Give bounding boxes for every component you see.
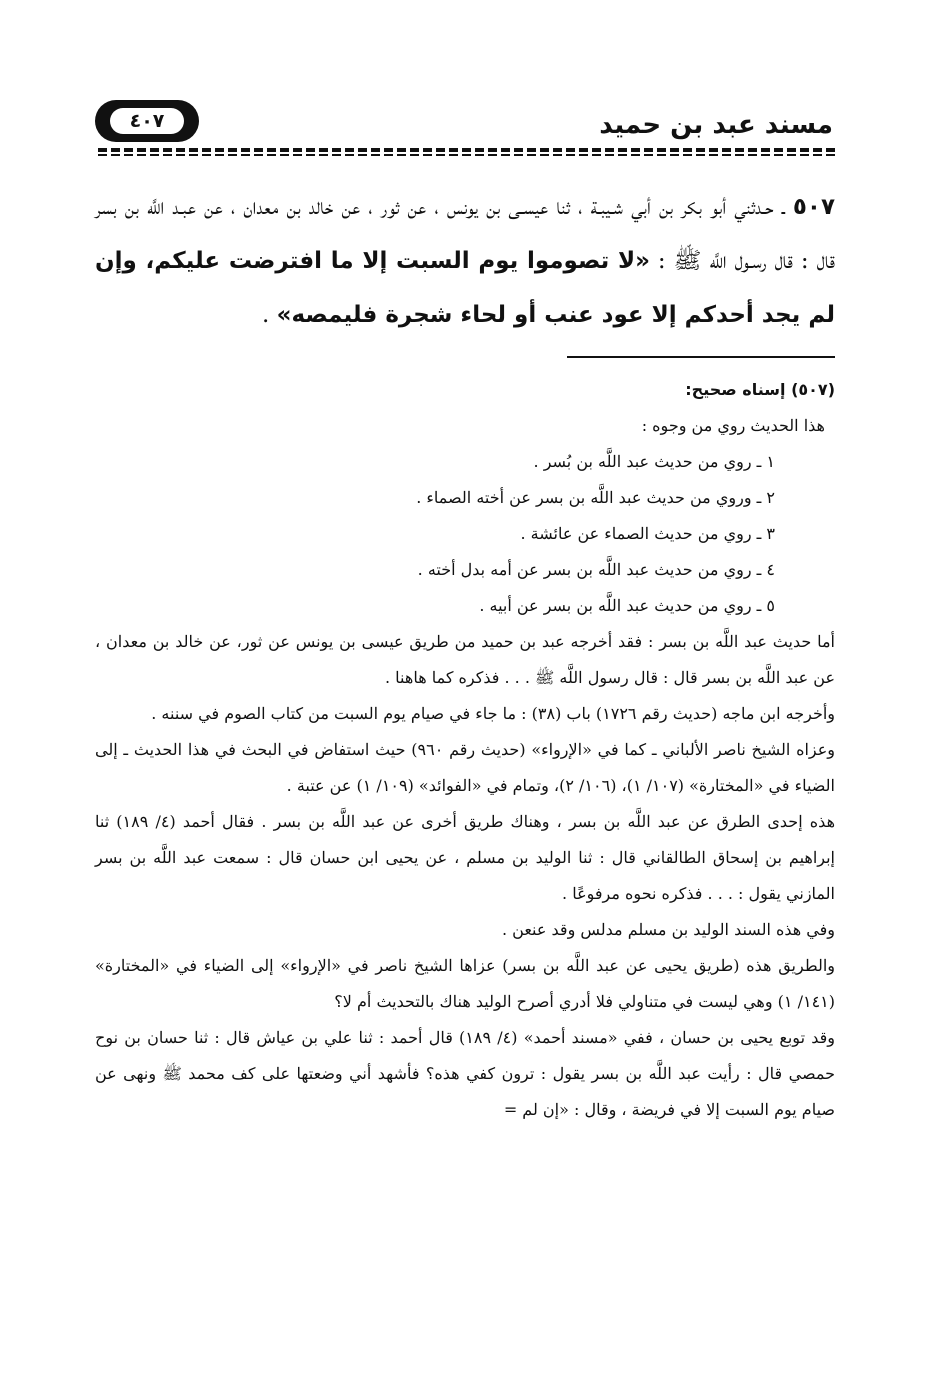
footnote-separator [567,356,835,358]
footnote-paragraph: وعزاه الشيخ ناصر الألباني ـ كما في «الإرواء» (حديث رقم ٩٦٠) حيث استفاض في البحث في هذا الحديث ـ إلى الضياء في «المختارة» (١٠٧/ ١)، (١٠٦/ ٢)، وتمام في «الفوائد» (١٠٩/ ١) عن عتبة . [95,740,836,795]
page-header [95,90,835,152]
footnote-paragraph: وأخرجه ابن ماجه (حديث رقم ١٧٢٦) باب (٣٨) : ما جاء في صيام يوم السبت من كتاب الصوم في سننه . [151,704,835,723]
header-rule [95,148,835,152]
list-item: ٣ ـ روي من حديث الصماء عن عائشة . [520,524,775,543]
hadith-text [95,180,835,342]
page-number: ٤٠٧ [110,108,184,134]
footnote-paragraph: وقد توبع يحيى بن حسان ، ففي «مسند أحمد» (٤/ ١٨٩) قال أحمد : ثنا علي بن عياش قال : ثنا حسان بن نوح حمصي قال : رأيت عبد اللَّه بن بسر يقول : ترون كفي هذه؟ فأشهد أني وضعتها على كف محمد ﷺ ونهى عن صيام يوم السبت إلا في فريضة ، وقال : «إن لم = [95,1028,835,1119]
running-title: مسند عبد بن حميد [599,110,833,140]
footnotes [95,372,835,1128]
header-rule-thin [95,154,835,156]
footnote-heading: (٥٠٧) إسناه صحيح: [685,380,835,399]
list-item: ٢ ـ وروي من حديث عبد اللَّه بن بسر عن أخته الصماء . [416,488,775,507]
book-page [95,90,835,1340]
footnote-intro: هذا الحديث روي من وجوه : [641,416,825,435]
hadith-matn: «لا تصوموا يوم السبت إلا ما افترضت عليكم، وإن لم يجد أحدكم إلا عود عنب أو لحاء شجرة فليمصه» [95,248,835,328]
footnote-paragraph: هذه إحدى الطرق عن عبد اللَّه بن بسر ، وهناك طريق أخرى عن عبد اللَّه بن بسر . فقال أحمد (٤/ ١٨٩) ثنا إبراهيم بن إسحاق الطالقاني قال : ثنا الوليد بن مسلم ، عن يحيى ابن حسان قال : سمعت عبد اللَّه بن بسر المازني يقول : . . . فذكره نحوه مرفوعًا . [95,812,836,903]
footnote-paragraph: وفي هذه السند الوليد بن مسلم مدلس وقد عنعن . [501,920,835,939]
list-item: ١ ـ روي من حديث عبد اللَّه بن بُسر . [533,452,775,471]
page-number-badge [95,100,199,142]
list-item: ٥ ـ روي من حديث عبد اللَّه بن بسر عن أبيه . [479,596,775,615]
footnote-paragraph: والطريق هذه (طريق يحيى عن عبد اللَّه بن بسر) عزاها الشيخ ناصر في «الإرواء» إلى الضياء في «المختارة» (١٤١/ ١) وهي ليست في متناولي فلا أدري أصرح الوليد هناك بالتحديث أم لا؟ [95,956,835,1011]
hadith-number: ٥٠٧ [792,194,836,220]
footnote-paragraph: أما حديث عبد اللَّه بن بسر : فقد أخرجه عبد بن حميد من طريق عيسى بن يونس عن ثور، عن خالد بن معدان ، عن عبد اللَّه بن بسر قال : قال رسول اللَّه ﷺ . . . فذكره كما هاهنا . [95,632,835,687]
hadith-isnad: ـ حـدثني أبو بكر بن أبي شـيبـة ، ثنا عيسـى بن يونس ، عن ثور ، عن خالد بن معدان ، عن عبـد اللَّه بن بسر قال : قال رسـول اللَّه ﷺ : [95,194,835,274]
list-item: ٤ ـ روي من حديث عبد اللَّه بن بسر عن أمه بدل أخته . [417,560,775,579]
hadith-end: . [261,302,270,328]
